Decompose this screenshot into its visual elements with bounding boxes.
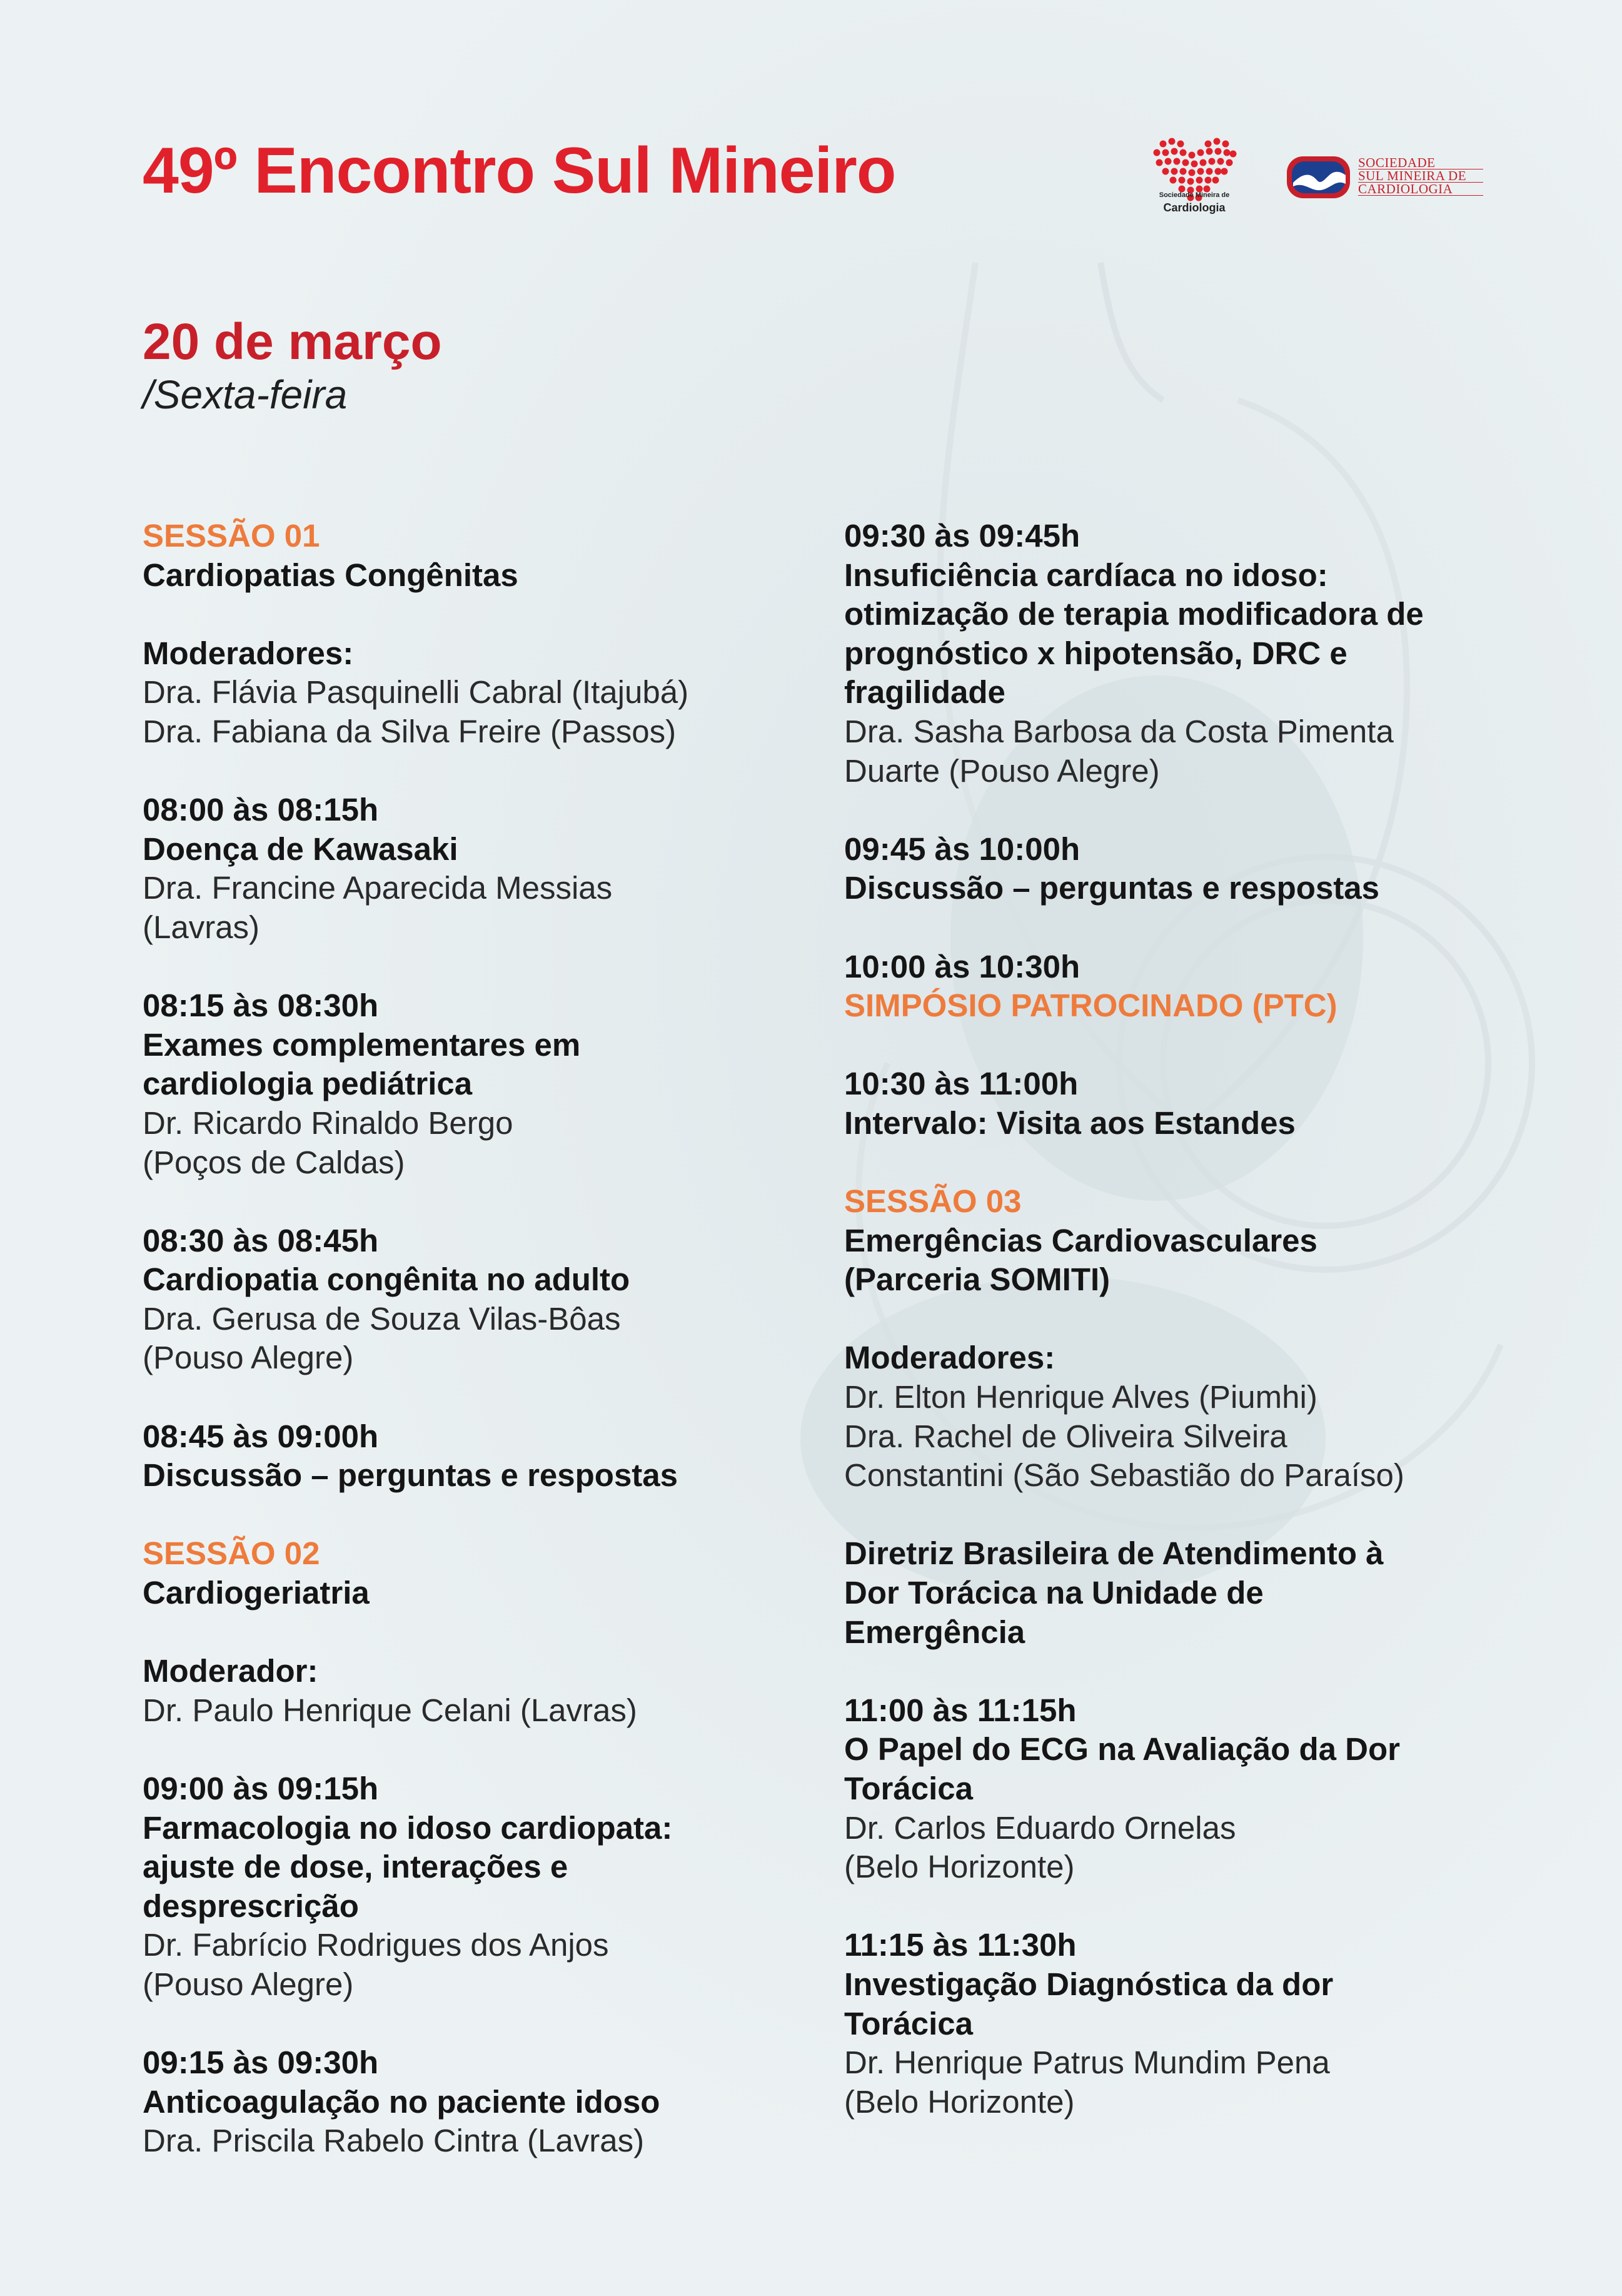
talk-item: [844, 1691, 1551, 1887]
speaker-name: Dr. Ricardo Rinaldo Bergo: [143, 1105, 513, 1141]
talk-time: 09:15 às 09:30h: [143, 2045, 379, 2081]
talk-time: 10:00 às 10:30h: [844, 948, 1080, 984]
moderators-block: [143, 634, 818, 752]
talk-time: 09:00 às 09:15h: [143, 1771, 379, 1806]
guideline-line: Emergência: [844, 1614, 1025, 1650]
moderators-label: Moderadores:: [143, 635, 354, 671]
session-header: [844, 1182, 1551, 1300]
speaker-city: (Belo Horizonte): [844, 1849, 1075, 1885]
ssmc-logo-icon: [1286, 154, 1351, 201]
speaker-city: Duarte (Pouso Alegre): [844, 752, 1160, 789]
session-label: SESSÃO 03: [844, 1183, 1022, 1220]
schedule-right-column: [844, 517, 1551, 2161]
moderator-name: Dra. Flávia Pasquinelli Cabral (Itajubá): [143, 674, 689, 711]
moderators-label: Moderadores:: [844, 1340, 1055, 1376]
talk-time: 08:45 às 09:00h: [143, 1418, 379, 1454]
speaker-city: (Lavras): [143, 909, 260, 945]
talk-time: 08:00 às 08:15h: [143, 792, 379, 828]
session-name: (Parceria SOMITI): [844, 1262, 1111, 1298]
talk-item: [844, 948, 1551, 1026]
talk-item: [143, 1769, 818, 2005]
ssmc-logo-text: [1358, 156, 1483, 196]
talk-item: [143, 1417, 818, 1495]
talk-title: Torácica: [844, 1771, 973, 1806]
moderator-name: Dr. Paulo Henrique Celani (Lavras): [143, 1692, 637, 1728]
talk-title: Torácica: [844, 2005, 973, 2041]
talk-time: 09:45 às 10:00h: [844, 831, 1080, 867]
speaker-name: Dra. Gerusa de Souza Vilas-Bôas: [143, 1300, 621, 1337]
event-date: 20 de março: [143, 313, 442, 370]
guideline-line: Diretriz Brasileira de Atendimento à: [844, 1535, 1384, 1572]
talk-item: [844, 1065, 1551, 1143]
session-header: [143, 1534, 818, 1612]
moderator-name: Dra. Fabiana da Silva Freire (Passos): [143, 713, 677, 749]
guideline-line: Dor Torácica na Unidade de: [844, 1575, 1264, 1611]
talk-title: Investigação Diagnóstica da dor: [844, 1966, 1334, 2002]
smc-logo-line2: Cardiologia: [1163, 201, 1226, 214]
talk-time: 10:30 às 11:00h: [844, 1066, 1079, 1102]
ssmc-logo-line3: CARDIOLOGIA: [1358, 183, 1483, 196]
talk-item: [143, 791, 818, 947]
talk-title: Intervalo: Visita aos Estandes: [844, 1105, 1296, 1141]
ssmc-logo-line1: SOCIEDADE: [1358, 156, 1483, 169]
talk-title: prognóstico x hipotensão, DRC e: [844, 635, 1347, 671]
moderators-block: [844, 1338, 1551, 1495]
talk-title: Anticoagulação no paciente idoso: [143, 2083, 660, 2120]
talk-title: Discussão – perguntas e respostas: [844, 870, 1380, 906]
talk-title: fragilidade: [844, 674, 1005, 711]
ssmc-logo-line2: SUL MINEIRA DE: [1358, 169, 1483, 183]
talk-item: [143, 986, 818, 1182]
speaker-city: (Belo Horizonte): [844, 2083, 1075, 2120]
talk-title: Insuficiência cardíaca no idoso:: [844, 557, 1328, 593]
session-label: SESSÃO 02: [143, 1535, 320, 1572]
speaker-name: Dra. Sasha Barbosa da Costa Pimenta: [844, 713, 1394, 749]
talk-title: otimização de terapia modificadora de: [844, 596, 1424, 632]
talk-time: 09:30 às 09:45h: [844, 518, 1080, 554]
session-name: Cardiopatias Congênitas: [143, 557, 518, 593]
session-header: [143, 517, 818, 595]
talk-time: 08:30 às 08:45h: [143, 1222, 379, 1258]
speaker-city: (Pouso Alegre): [143, 1966, 354, 2002]
moderator-name: Dr. Elton Henrique Alves (Piumhi): [844, 1379, 1317, 1415]
talk-title: cardiologia pediátrica: [143, 1066, 473, 1102]
talk-title: Discussão – perguntas e respostas: [143, 1457, 678, 1494]
talk-title: O Papel do ECG na Avaliação da Dor: [844, 1731, 1400, 1768]
event-weekday: /Sexta-feira: [143, 372, 348, 417]
speaker-city: (Poços de Caldas): [143, 1144, 405, 1180]
talk-title: desprescrição: [143, 1888, 359, 1924]
talk-title: Doença de Kawasaki: [143, 831, 458, 867]
talk-item: [143, 2043, 818, 2161]
talk-title: Farmacologia no idoso cardiopata:: [143, 1809, 673, 1846]
sponsored-symposium-label: SIMPÓSIO PATROCINADO (PTC): [844, 988, 1337, 1024]
talk-title: Exames complementares em: [143, 1026, 581, 1063]
talk-item: [143, 1221, 818, 1378]
talk-item: [844, 517, 1551, 791]
schedule-left-column: [143, 517, 818, 2200]
talk-time: 11:00 às 11:15h: [844, 1692, 1077, 1728]
speaker-name: Dr. Henrique Patrus Mundim Pena: [844, 2045, 1330, 2081]
moderator-name: Constantini (São Sebastião do Paraíso): [844, 1457, 1404, 1494]
session-name: Emergências Cardiovasculares: [844, 1222, 1317, 1258]
talk-title: ajuste de dose, interações e: [143, 1849, 568, 1885]
page-title: 49º Encontro Sul Mineiro: [143, 134, 896, 207]
moderators-block: [143, 1652, 818, 1730]
guideline-heading: [844, 1534, 1551, 1652]
talk-time: 08:15 às 08:30h: [143, 988, 379, 1024]
moderators-label: Moderador:: [143, 1653, 318, 1689]
talk-item: [844, 830, 1551, 908]
speaker-name: Dra. Francine Aparecida Messias: [143, 870, 613, 906]
talk-title: Cardiopatia congênita no adulto: [143, 1262, 630, 1298]
speaker-city: (Pouso Alegre): [143, 1340, 354, 1376]
session-label: SESSÃO 01: [143, 518, 320, 554]
speaker-name: Dr. Carlos Eduardo Ornelas: [844, 1809, 1236, 1846]
session-name: Cardiogeriatria: [143, 1575, 370, 1611]
speaker-name: Dra. Priscila Rabelo Cintra (Lavras): [143, 2123, 645, 2159]
speaker-name: Dr. Fabrício Rodrigues dos Anjos: [143, 1927, 609, 1963]
talk-item: [844, 1926, 1551, 2122]
smc-logo-line1: Sociedade Mineira de: [1159, 191, 1230, 199]
moderator-name: Dra. Rachel de Oliveira Silveira: [844, 1418, 1287, 1454]
talk-time: 11:15 às 11:30h: [844, 1927, 1077, 1963]
